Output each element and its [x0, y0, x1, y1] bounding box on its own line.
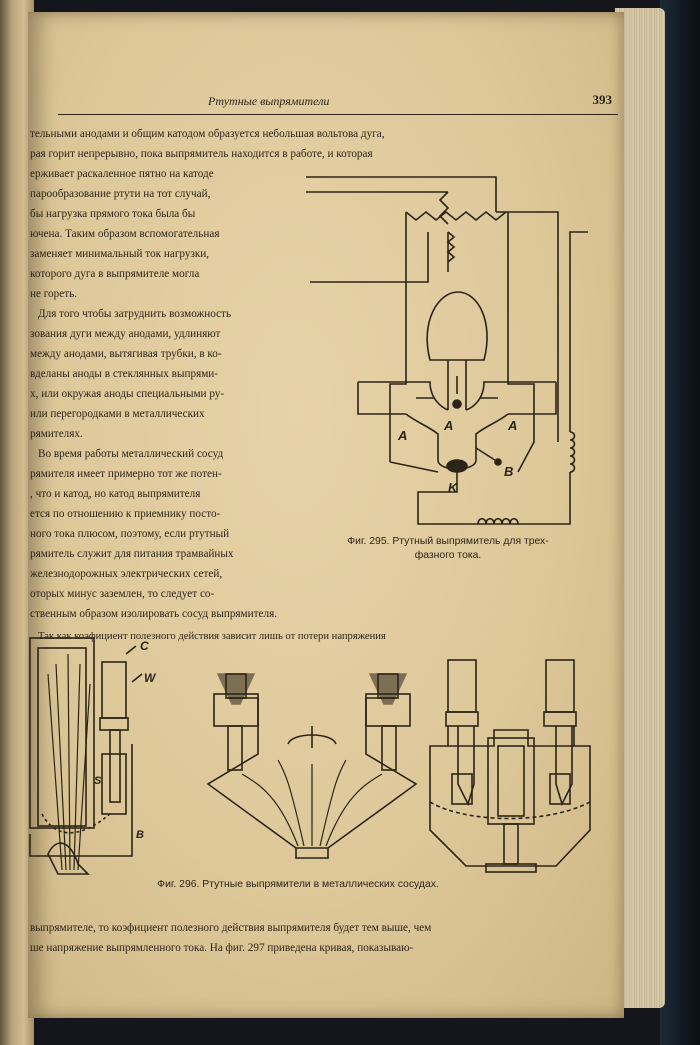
- running-head: Ртутные выпрямители: [208, 94, 330, 108]
- text-line: Во время работы металлический сосуд: [38, 448, 224, 460]
- text-line: зования дуги между анодами, удлиняют: [30, 328, 221, 340]
- fig295-caption-line2: фазного тока.: [414, 550, 482, 561]
- fig296-label-c: C: [140, 639, 149, 653]
- book-page: [28, 12, 624, 1018]
- page-header: [58, 88, 618, 115]
- fig295-caption: [313, 535, 583, 563]
- text-line: ственным образом изолировать сосуд выпрямителя.: [30, 608, 278, 620]
- fig296-diagram: [28, 634, 588, 884]
- text-line: рямителях.: [30, 428, 83, 440]
- text-line: между анодами, вытягивая трубки, в ко-: [30, 348, 222, 360]
- text-line: парообразование ртути на тот случай,: [30, 188, 211, 200]
- fig295-diagram: [298, 172, 588, 532]
- fig296-caption: Фиг. 296. Ртутные выпрямители в металлических сосудах.: [157, 879, 439, 890]
- text-line: не гореть.: [30, 288, 78, 300]
- fig296-label-s: S: [94, 775, 102, 787]
- text-line: железнодорожных электрических сетей,: [30, 568, 223, 580]
- text-line: заменяет минимальный ток нагрузки,: [30, 248, 210, 260]
- text-line: ючена. Таким образом вспомогательная: [30, 228, 220, 240]
- fig296-label-b: B: [136, 829, 144, 841]
- text-line: ется по отношению к приемнику посто-: [30, 508, 221, 520]
- book-cover-right: [660, 0, 700, 1045]
- text-line: рямитель служит для питания трамвайных: [30, 548, 234, 560]
- text-line: Так как коэфициент полезного действия зависит лишь от потери напряжения: [38, 631, 386, 642]
- previous-page-edge: [0, 60, 22, 960]
- text-line: бы нагрузка прямого тока была бы: [30, 208, 196, 220]
- text-line: х, или окружая аноды специальными ру-: [30, 388, 225, 400]
- text-line: вделаны аноды в стеклянных выпрями-: [30, 368, 219, 380]
- page-number: 393: [592, 92, 612, 107]
- text-line: Для того чтобы затруднить возможность: [38, 308, 232, 320]
- text-line: рямителя имеет примерно тот же потен-: [30, 468, 222, 480]
- fig295-label-a-mid: A: [444, 418, 454, 433]
- text-line: оторых минус заземлен, то следует со-: [30, 588, 215, 600]
- fig295-label-a-left: A: [398, 428, 408, 443]
- fig295-label-k: K: [448, 480, 458, 495]
- text-line: выпрямителе, то коэфициент полезного действия выпрямителя будет тем выше, чем: [30, 922, 432, 934]
- text-line: ше напряжение выпрямленного тока. На фиг. 297 приведена кривая, показываю-: [30, 942, 414, 954]
- fig295-caption-line1: Фиг. 295. Ртутный выпрямитель для трех-: [347, 536, 549, 547]
- fig296-label-w: W: [144, 671, 156, 685]
- text-line: ного тока плюсом, поэтому, если ртутный: [30, 528, 230, 540]
- fig295-label-a-right: A: [508, 418, 518, 433]
- text-line: , что и катод, но катод выпрямителя: [30, 488, 201, 500]
- text-line: которого дуга в выпрямителе могла: [30, 268, 200, 280]
- fig295-label-b: B: [504, 464, 514, 479]
- text-line: ерживает раскаленное пятно на катоде: [30, 168, 214, 180]
- text-line: рая горит непрерывно, пока выпрямитель находится в работе, и которая: [30, 148, 373, 160]
- text-line: или перегородками в металлических: [30, 408, 205, 420]
- text-line: тельными анодами и общим катодом образуется небольшая вольтова дуга,: [30, 128, 385, 140]
